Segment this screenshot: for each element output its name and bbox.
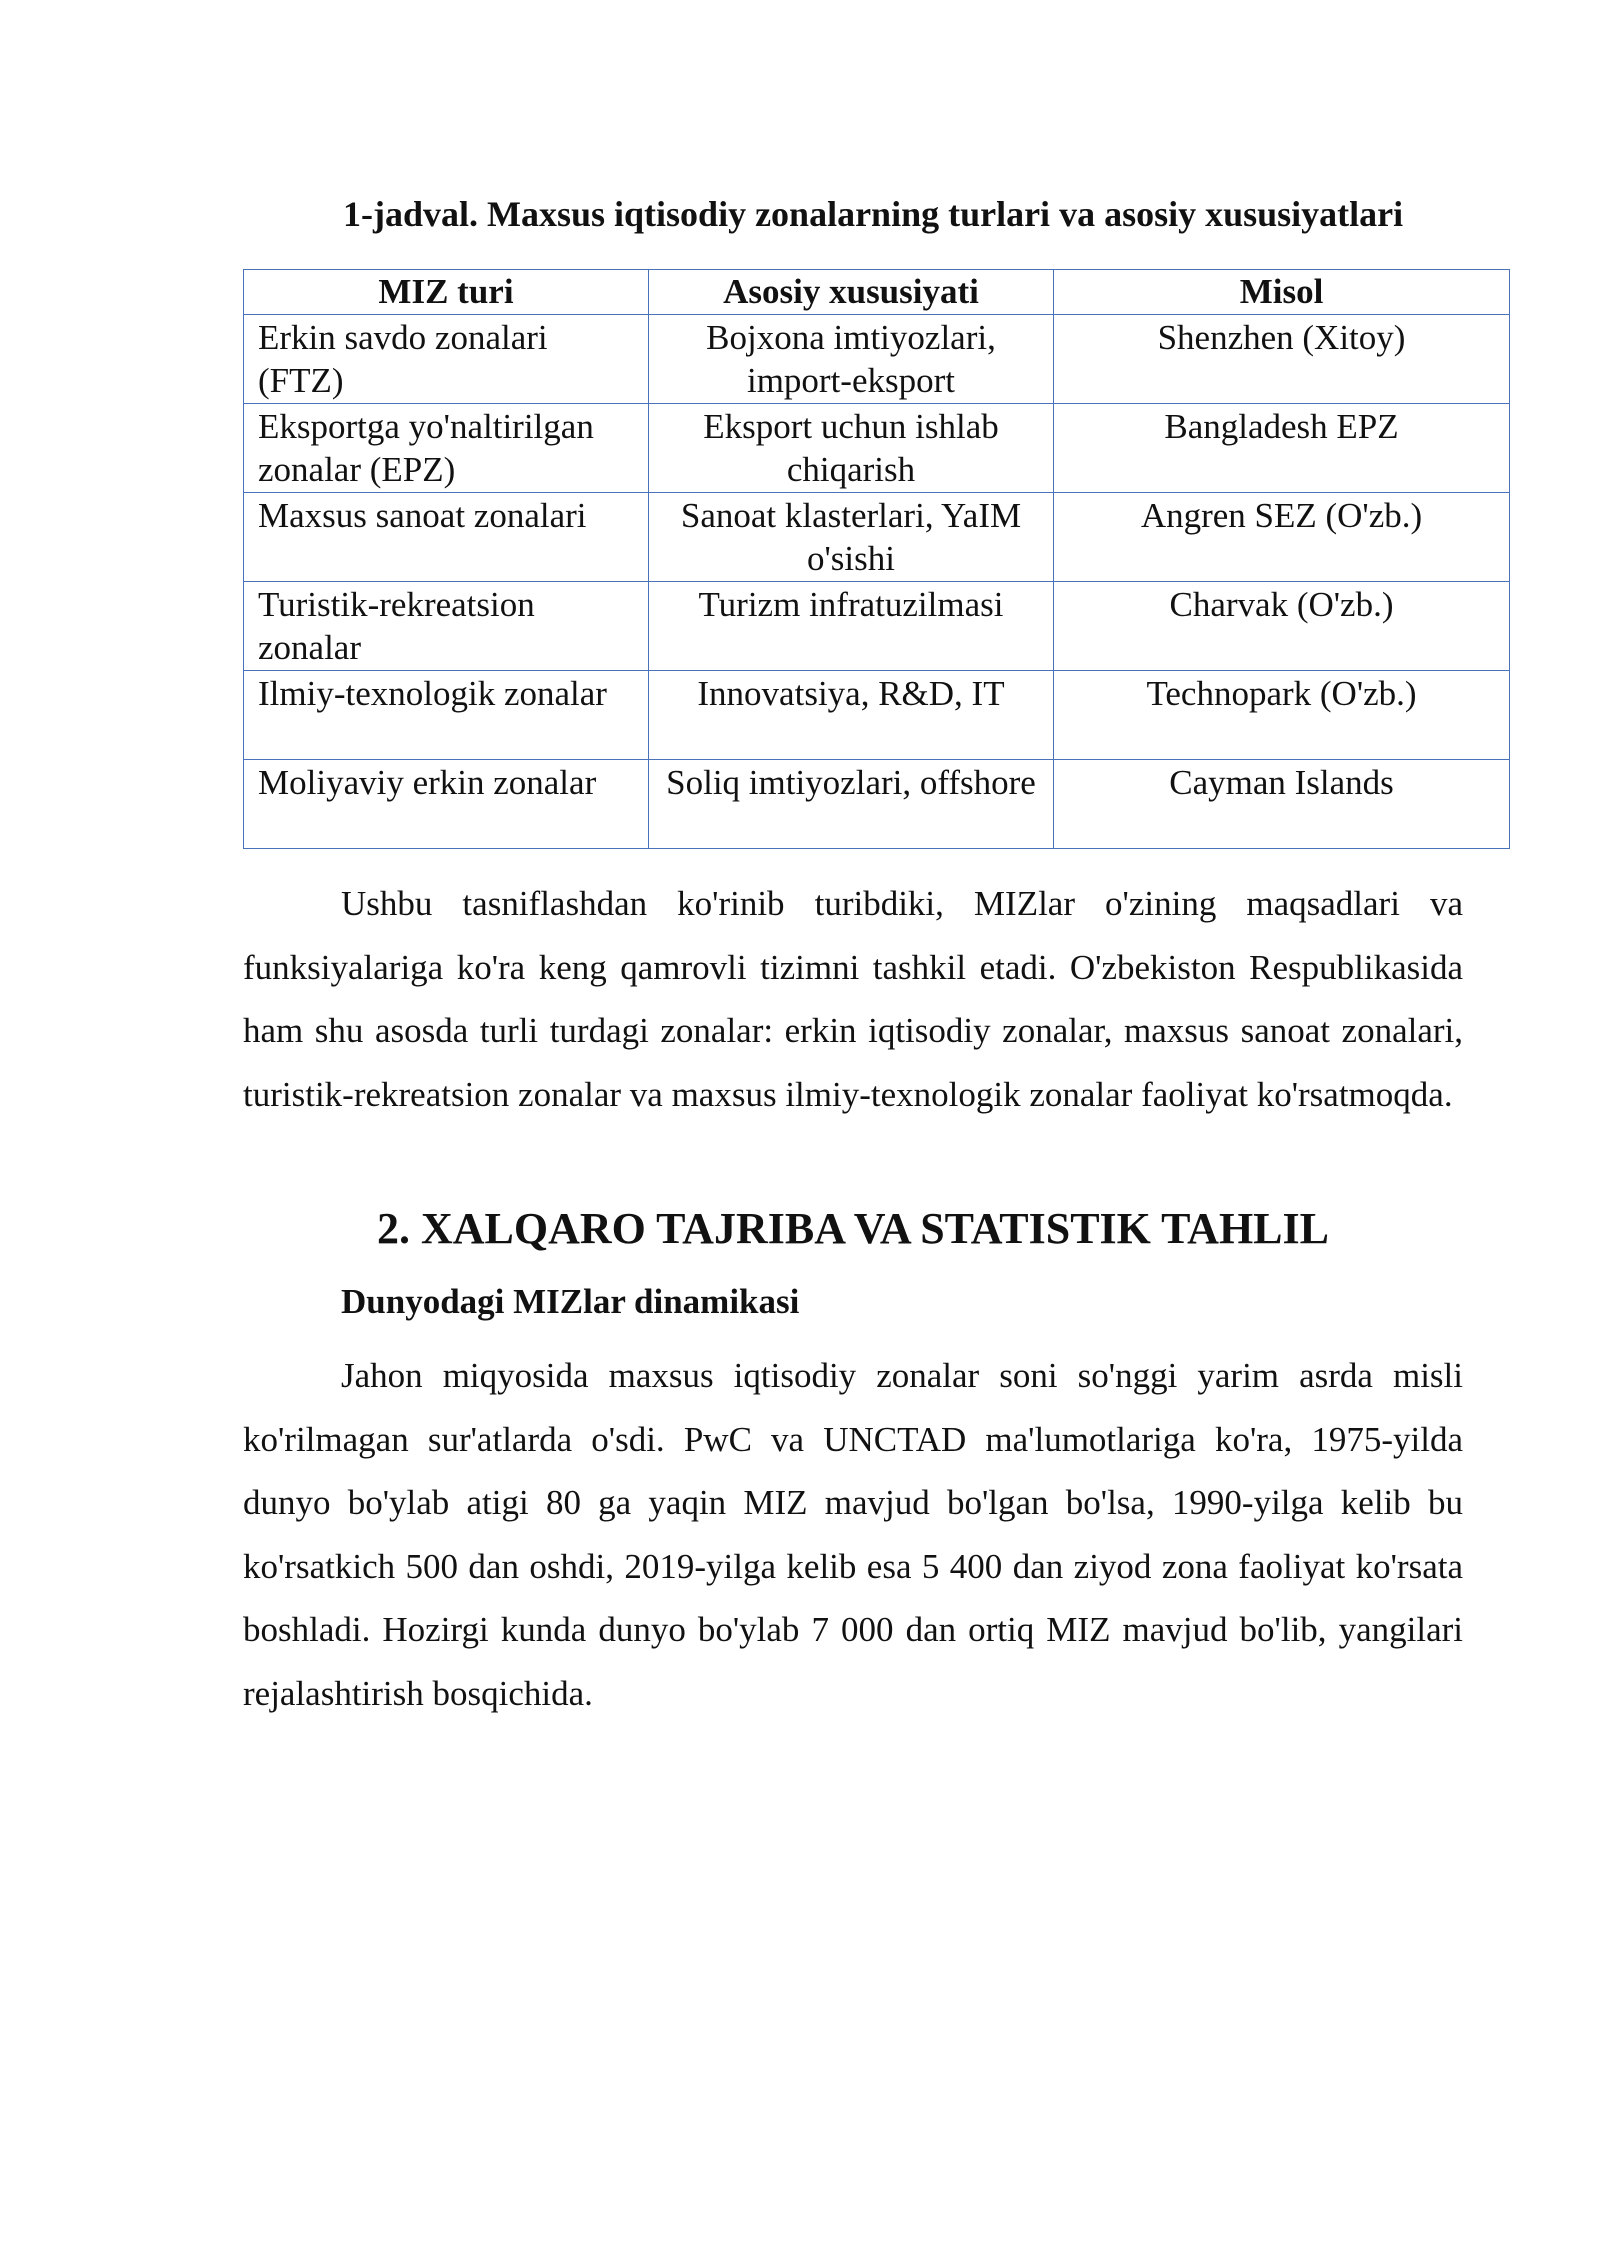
zone-type-cell: Turistik-rekreatsion zonalar <box>244 582 649 671</box>
zone-type-cell: Maxsus sanoat zonalari <box>244 493 649 582</box>
zone-feature-cell: Innovatsiya, R&D, IT <box>649 671 1054 760</box>
subsection-heading: Dunyodagi MIZlar dinamikasi <box>341 1282 800 1321</box>
zone-feature-cell: Soliq imtiyozlari, offshore <box>649 760 1054 849</box>
zone-example-cell: Bangladesh EPZ <box>1054 404 1510 493</box>
body-paragraph-dynamics: Jahon miqyosida maxsus iqtisodiy zonalar soni so'nggi yarim asrda misli ko'rilmagan sur'atlarda o'sdi. PwC va UNCTAD ma'lumotlariga ko'ra, 1975-yilda dunyo bo'ylab atigi 80 ga yaqin MIZ mavjud bo'lgan bo'lsa, 1990-yilga kelib bu ko'rsatkich 500 dan oshdi, 2019-yilga kelib esa 5 400 dan ziyod zona faoliyat ko'rsata boshladi. Hozirgi kunda dunyo bo'ylab 7 000 dan ortiq MIZ mavjud bo'lib, yangilari rejalashtirish bosqichida. <box>243 1356 1463 1713</box>
zone-feature-cell: Bojxona imtiyozlari, import-eksport <box>649 315 1054 404</box>
zone-feature-cell: Eksport uchun ishlab chiqarish <box>649 404 1054 493</box>
section-heading: 2. XALQARO TAJRIBA VA STATISTIK TAHLIL <box>376 1204 1329 1253</box>
column-header-feature: Asosiy xususiyati <box>649 270 1054 315</box>
table-row <box>244 404 1510 493</box>
zone-type-cell: Ilmiy-texnologik zonalar <box>244 671 649 760</box>
zone-example-cell: Cayman Islands <box>1054 760 1510 849</box>
table-row <box>244 493 1510 582</box>
zone-feature-cell: Sanoat klasterlari, YaIM o'sishi <box>649 493 1054 582</box>
table-caption: 1-jadval. Maxsus iqtisodiy zonalarning turlari va asosiy xususiyatlari <box>343 194 1404 234</box>
zone-example-cell: Technopark (O'zb.) <box>1054 671 1510 760</box>
column-header-type: MIZ turi <box>244 270 649 315</box>
zone-type-cell: Erkin savdo zonalari (FTZ) <box>244 315 649 404</box>
table-row <box>244 582 1510 671</box>
zone-example-cell: Shenzhen (Xitoy) <box>1054 315 1510 404</box>
zone-type-cell: Eksportga yo'naltirilgan zonalar (EPZ) <box>244 404 649 493</box>
table-row <box>244 315 1510 404</box>
table-header-row <box>244 270 1510 315</box>
zones-table <box>243 269 1510 849</box>
body-paragraph-classification: Ushbu tasniflashdan ko'rinib turibdiki, MIZlar o'zining maqsadlari va funksiyalariga ko'ra keng qamrovli tizimni tashkil etadi. O'zbekiston Respublikasida ham shu asosda turli turdagi zonalar: erkin iqtisodiy zonalar, maxsus sanoat zonalari, turistik-rekreatsion zonalar va maxsus ilmiy-texnologik zonalar faoliyat ko'rsatmoqda. <box>243 884 1463 1114</box>
zone-example-cell: Angren SEZ (O'zb.) <box>1054 493 1510 582</box>
table-row <box>244 671 1510 760</box>
zone-feature-cell: Turizm infratuzilmasi <box>649 582 1054 671</box>
table-row <box>244 760 1510 849</box>
zone-type-cell: Moliyaviy erkin zonalar <box>244 760 649 849</box>
column-header-example: Misol <box>1054 270 1510 315</box>
zone-example-cell: Charvak (O'zb.) <box>1054 582 1510 671</box>
